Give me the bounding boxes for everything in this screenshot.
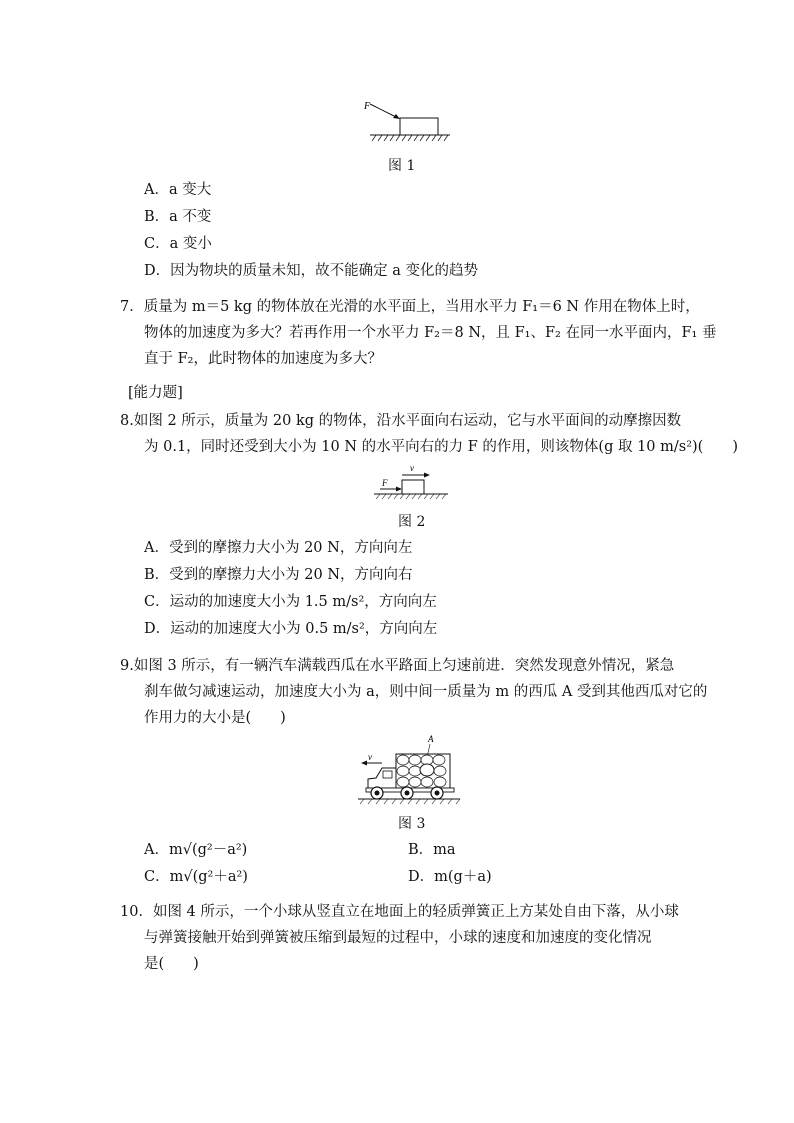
velocity-arrow-head bbox=[424, 473, 430, 478]
velocity-label: v bbox=[410, 463, 414, 473]
force-arrow bbox=[370, 104, 398, 118]
q6-option-c: C．a 变小 bbox=[144, 236, 212, 252]
q8-option-b: B．受到的摩擦力大小为 20 N，方向向右 bbox=[144, 567, 413, 583]
force-label: F bbox=[364, 101, 371, 112]
q10-line-2: 与弹簧接触开始到弹簧被压缩到最短的过程中，小球的速度和加速度的变化情况 bbox=[144, 930, 652, 946]
q9-line-1: 9.如图 3 所示，有一辆汽车满载西瓜在水平路面上匀速前进．突然发现意外情况，紧急 bbox=[120, 658, 675, 674]
q7-line-3: 直于 F₂，此时物体的加速度为多大？ bbox=[144, 351, 382, 367]
figure-2-caption: 图 2 bbox=[398, 514, 426, 530]
wheels bbox=[371, 787, 443, 799]
q8-option-c: C．运动的加速度大小为 1.5 m/s²，方向向左 bbox=[144, 594, 437, 610]
road-hatch bbox=[360, 799, 460, 804]
block bbox=[402, 480, 424, 494]
force-arrow-head bbox=[396, 487, 402, 492]
figure-1-caption: 图 1 bbox=[388, 158, 416, 174]
section-heading: [能力题] bbox=[128, 385, 183, 401]
watermelons bbox=[397, 755, 446, 787]
q9-option-a: A．m√(g²－a²) bbox=[144, 842, 248, 858]
figure-3 bbox=[352, 732, 464, 806]
figure-1 bbox=[360, 98, 460, 144]
cab-window bbox=[383, 771, 392, 778]
velocity-arrow-head bbox=[361, 761, 367, 766]
figure-3-caption: 图 3 bbox=[398, 816, 426, 832]
figure-2 bbox=[372, 462, 452, 502]
q6-option-d: D．因为物块的质量未知，故不能确定 a 变化的趋势 bbox=[144, 263, 478, 279]
ground-hatch bbox=[372, 135, 448, 141]
ground-hatch bbox=[376, 494, 446, 499]
force-label: F bbox=[382, 478, 388, 488]
block bbox=[400, 118, 438, 135]
q6-option-a: A．a 变大 bbox=[144, 182, 212, 198]
q10-line-3: 是( ) bbox=[144, 956, 199, 972]
q7-line-1: 7．质量为 m＝5 kg 的物体放在光滑的水平面上，当用水平力 F₁＝6 N 作用在物体上时， bbox=[120, 299, 700, 315]
q7-line-2: 物体的加速度为多大？若再作用一个水平力 F₂＝8 N，且 F₁、F₂ 在同一水平面内，F₁ 垂 bbox=[144, 325, 717, 341]
q10-line-1: 10．如图 4 所示，一个小球从竖直立在地面上的轻质弹簧正上方某处自由下落，从小球 bbox=[120, 904, 679, 920]
q9-option-d: D．m(g＋a) bbox=[408, 869, 492, 885]
q6-option-b: B．a 不变 bbox=[144, 209, 212, 225]
q9-option-b: B．ma bbox=[408, 842, 456, 858]
watermelon-label: A bbox=[428, 734, 434, 744]
q9-line-3: 作用力的大小是( ) bbox=[144, 710, 286, 726]
q8-option-d: D．运动的加速度大小为 0.5 m/s²，方向向左 bbox=[144, 621, 438, 637]
q8-option-a: A．受到的摩擦力大小为 20 N，方向向左 bbox=[144, 540, 413, 556]
q9-option-c: C．m√(g²＋a²) bbox=[144, 869, 248, 885]
velocity-label: v bbox=[368, 752, 372, 762]
q8-line-1: 8.如图 2 所示，质量为 20 kg 的物体，沿水平面向右运动，它与水平面间的动摩擦因数 bbox=[120, 413, 682, 429]
q8-line-2: 为 0.1，同时还受到大小为 10 N 的水平向右的力 F 的作用，则该物体(g 取 10 m/s²)( ) bbox=[144, 439, 738, 455]
q9-line-2: 刹车做匀减速运动，加速度大小为 a，则中间一质量为 m 的西瓜 A 受到其他西瓜对它的 bbox=[144, 684, 708, 700]
